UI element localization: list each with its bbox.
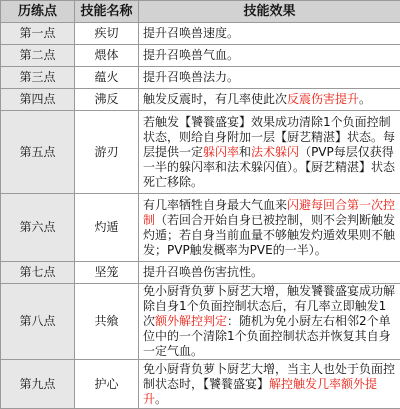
effect-text: 。 bbox=[155, 392, 167, 406]
effect-cell bbox=[139, 45, 400, 67]
point-cell: 第五点 bbox=[1, 111, 75, 194]
highlight-text: 额外解控判定 bbox=[155, 314, 227, 328]
skill-cell: 沸反 bbox=[75, 89, 139, 111]
point-cell: 第四点 bbox=[1, 89, 75, 111]
effect-cell bbox=[139, 89, 400, 111]
header-skill: 技能名称 bbox=[75, 1, 139, 23]
point-cell: 第六点 bbox=[1, 194, 75, 262]
table-row bbox=[1, 89, 400, 111]
point-cell: 第八点 bbox=[1, 284, 75, 360]
header-point: 历练点 bbox=[1, 1, 75, 23]
highlight-text: 闪避每回合第一次控制 bbox=[143, 198, 395, 227]
point-cell: 第九点 bbox=[1, 360, 75, 409]
highlight-text: 反震伤害提升 bbox=[287, 92, 359, 106]
table-row bbox=[1, 67, 400, 89]
table-row bbox=[1, 23, 400, 45]
point-cell: 第一点 bbox=[1, 23, 75, 45]
effect-text: 提升召唤兽气血。 bbox=[143, 48, 239, 62]
point-cell: 第三点 bbox=[1, 67, 75, 89]
effect-text: 提升召唤兽速度。 bbox=[143, 26, 239, 40]
effect-cell bbox=[139, 67, 400, 89]
effect-text: 。 bbox=[359, 92, 371, 106]
effect-text: （PVP每层仅获得一半的躲闪率和法术躲闪值）。【厨艺精湛】状态死亡移除。 bbox=[143, 145, 395, 189]
highlight-text: 解控触发几率额外提升 bbox=[143, 377, 377, 406]
table-row bbox=[1, 111, 400, 194]
skill-cell: 游刃 bbox=[75, 111, 139, 194]
skill-cell: 护心 bbox=[75, 360, 139, 409]
effect-cell bbox=[139, 111, 400, 194]
skill-cell: 共飨 bbox=[75, 284, 139, 360]
skill-cell: 坚笼 bbox=[75, 262, 139, 284]
highlight-text: 躲闪率 bbox=[203, 145, 239, 159]
effect-text: 若触发【饕餮盛宴】效果成功清除1个负面控制状态，则给自身附加一层【厨艺精湛】状态。每层提供一定 bbox=[143, 115, 395, 159]
effect-cell bbox=[139, 284, 400, 360]
effect-text: 提升召唤兽法力。 bbox=[143, 70, 239, 84]
table-header-row bbox=[1, 1, 400, 23]
header-effect: 技能效果 bbox=[139, 1, 400, 23]
skill-cell: 灼遁 bbox=[75, 194, 139, 262]
table-row bbox=[1, 284, 400, 360]
table-row bbox=[1, 45, 400, 67]
point-cell: 第二点 bbox=[1, 45, 75, 67]
effect-text: 免小厨背负萝卜厨艺大增，当主人也处于负面控制状态时，【饕餮盛宴】 bbox=[143, 362, 395, 391]
effect-text: 提升召唤兽伤害抗性。 bbox=[143, 265, 263, 279]
table-row bbox=[1, 262, 400, 284]
skill-cell: 疾切 bbox=[75, 23, 139, 45]
effect-text: 和 bbox=[239, 145, 251, 159]
effect-cell bbox=[139, 194, 400, 262]
effect-cell bbox=[139, 23, 400, 45]
effect-text: 免小厨背负萝卜厨艺大增，触发饕餮盛宴成功解除自身1个负面控制状态后，有几率立即触发1次 bbox=[143, 284, 395, 328]
highlight-text: 法术躲闪 bbox=[251, 145, 299, 159]
table-row bbox=[1, 360, 400, 409]
skill-cell: 煨体 bbox=[75, 45, 139, 67]
point-cell: 第七点 bbox=[1, 262, 75, 284]
effect-text: ：随机为免小厨左右相邻2个单位中的一个清除1个负面控制状态并恢复其自身一定气血。 bbox=[143, 314, 391, 358]
effect-cell bbox=[139, 262, 400, 284]
effect-text: 有几率牺牲自身最大气血来 bbox=[143, 198, 287, 212]
effect-cell bbox=[139, 360, 400, 409]
effect-text: （若回合开始自身已被控制，则不会判断触发灼遁；若自身当前血量不够触发灼遁效果则不触发；PVP触发概率为PVE的一半）。 bbox=[143, 213, 395, 257]
table-row bbox=[1, 194, 400, 262]
effect-text: 触发反震时，有几率使此次 bbox=[143, 92, 287, 106]
skill-cell: 蕴火 bbox=[75, 67, 139, 89]
